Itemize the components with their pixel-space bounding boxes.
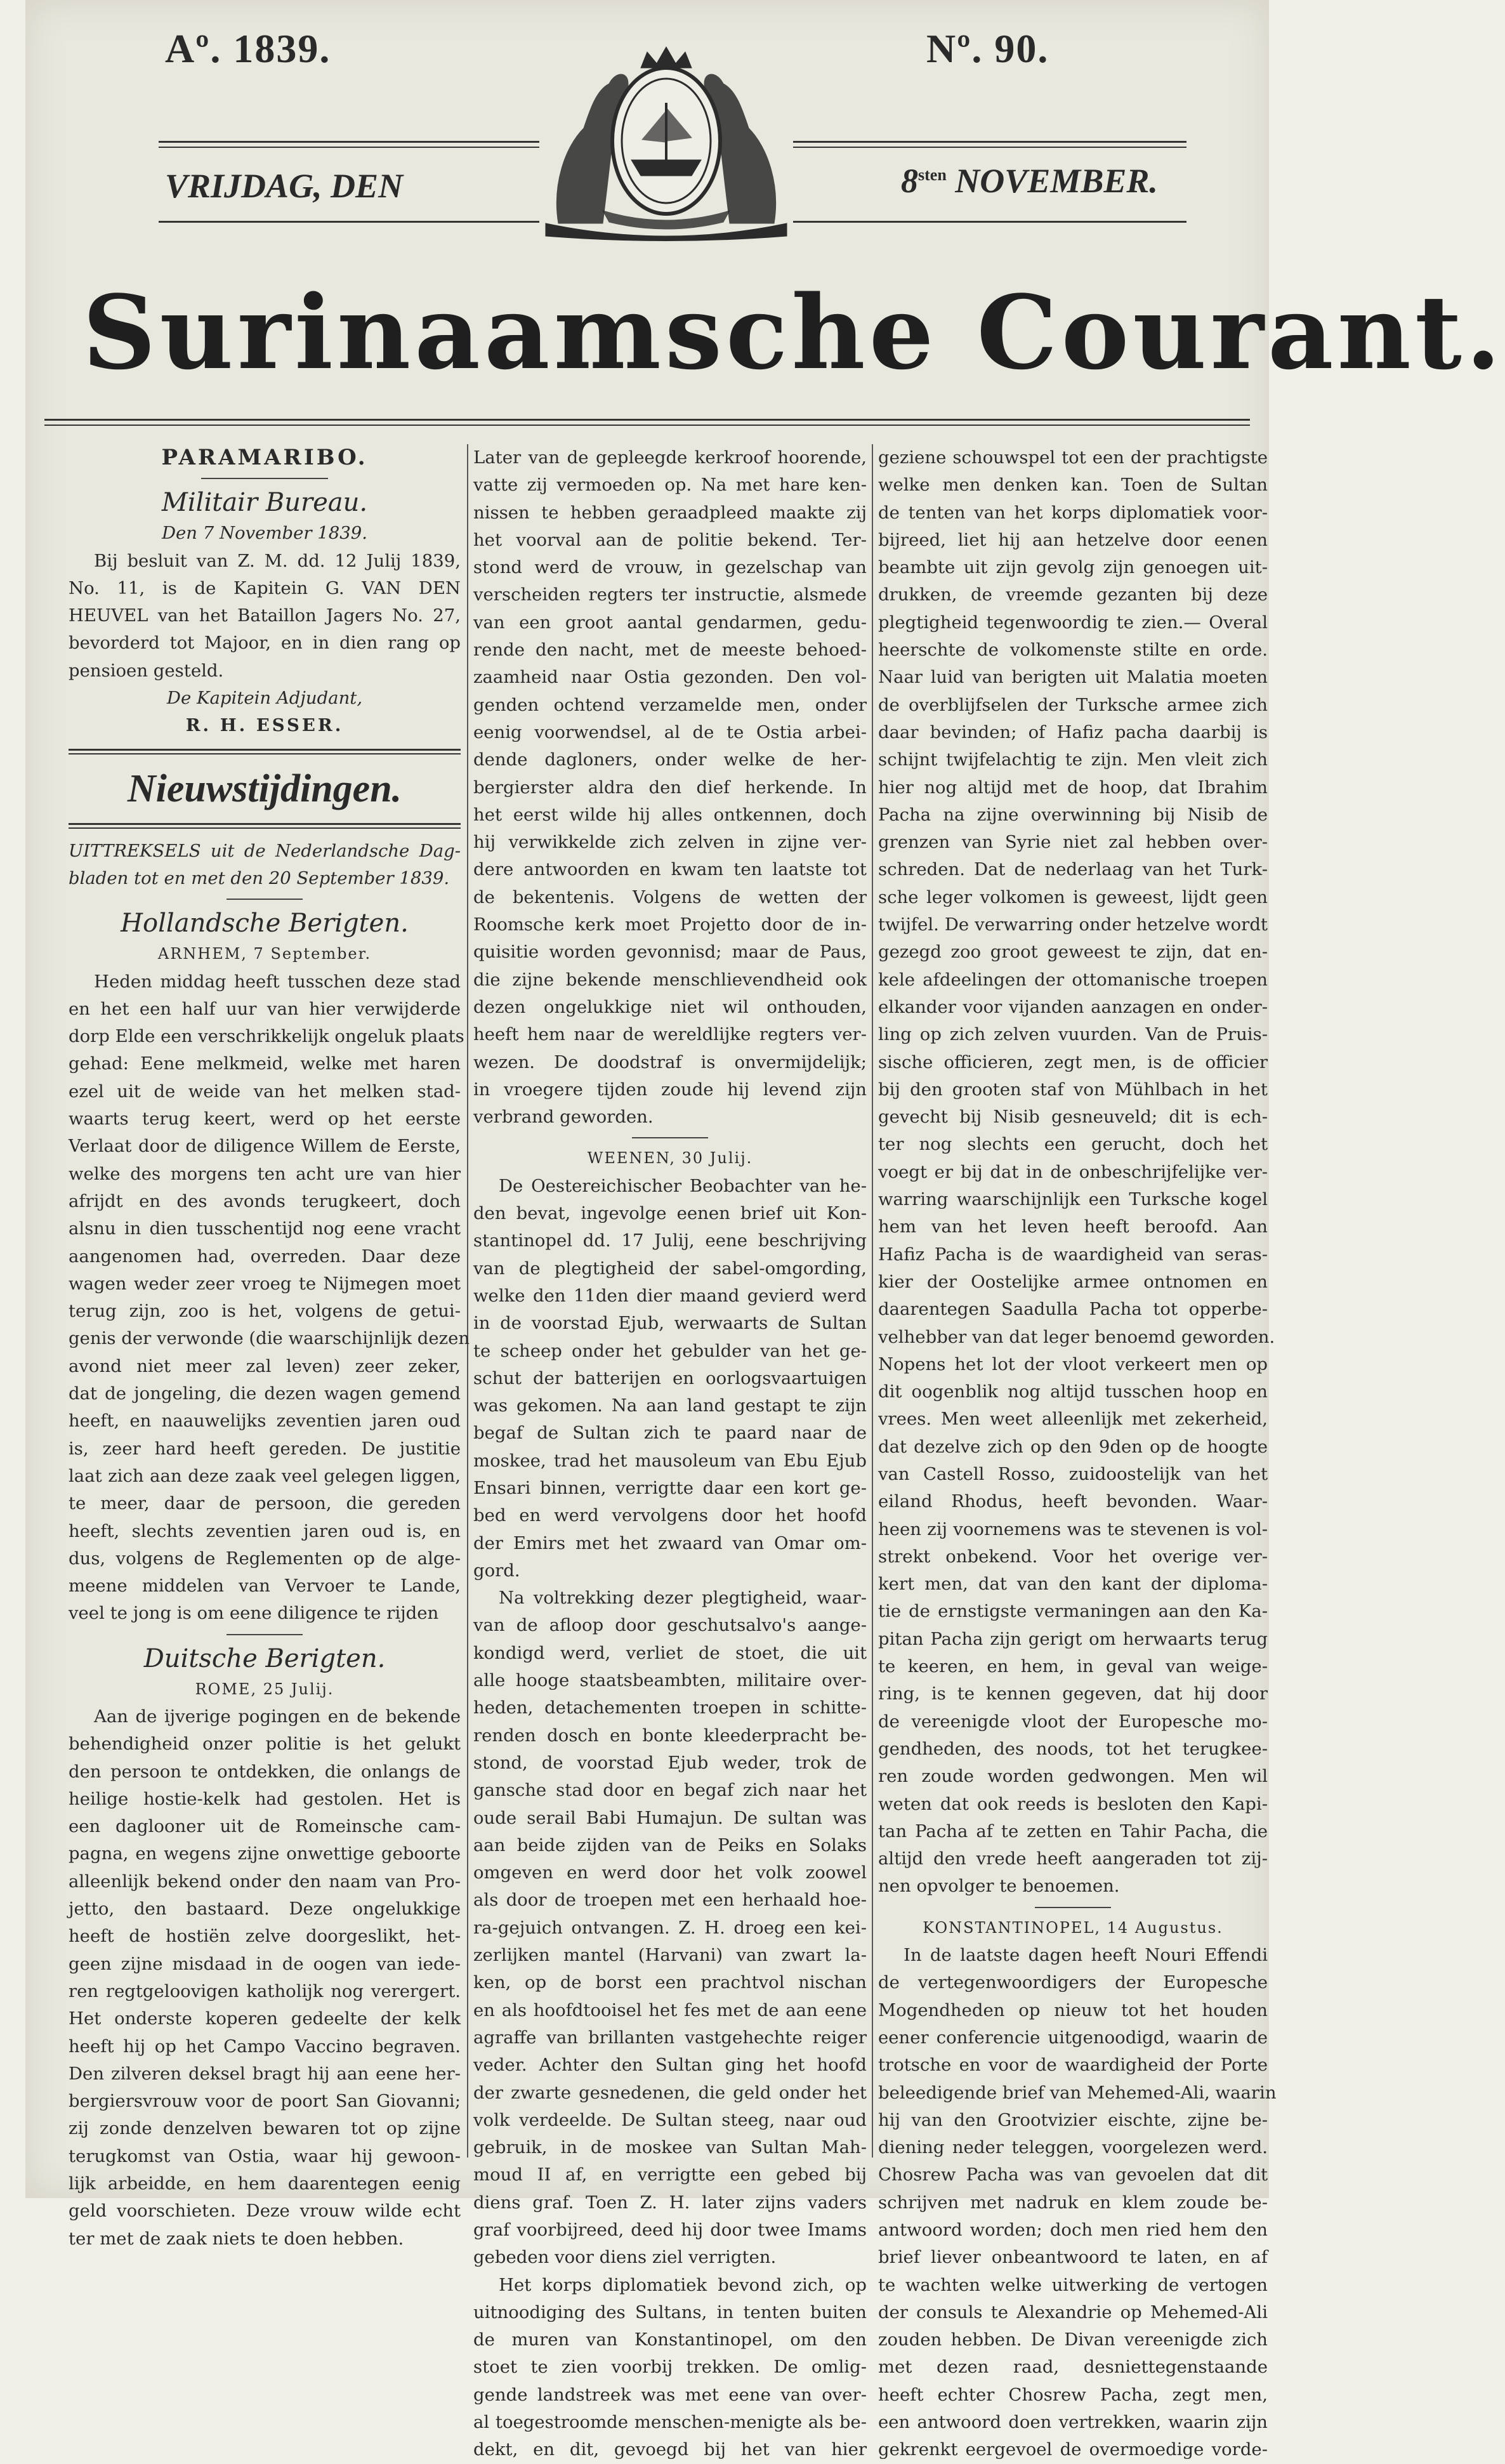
vienna-dateline: WEENEN, 30 Julij. bbox=[587, 1149, 753, 1168]
date-day: 8 bbox=[901, 162, 918, 200]
text-line: geen zijne misdaad in de oogen van iede- bbox=[69, 1953, 461, 1974]
text-line: van een groot aantal gendarmen, gedu- bbox=[473, 612, 867, 633]
text-line: hij verwikkelde zich zelven in zijne ver- bbox=[473, 832, 867, 853]
dutch-rule bbox=[227, 1634, 303, 1635]
text-line: De Oestereichischer Beobachter van he- bbox=[499, 1175, 867, 1196]
text-line: heen zij voornemens was te stevenen is vol- bbox=[878, 1519, 1268, 1539]
text-line: wezen. De doodstraf is onvermijdelijk; bbox=[473, 1051, 867, 1072]
dutch-dateline: ARNHEM, 7 September. bbox=[157, 945, 372, 963]
text-line: de muren van Konstantinopel, om den bbox=[473, 2329, 867, 2350]
text-line: afrijdt en des avonds terugkeert, doch bbox=[69, 1190, 461, 1211]
text-line: te wachten welke uitwerking de vertogen bbox=[878, 2274, 1268, 2295]
text-line: warring waarschijnlijk een Turksche kogel bbox=[878, 1189, 1268, 1210]
text-line: grenzen van Syrie niet zal hebben over- bbox=[878, 832, 1268, 853]
text-line: brief liever onbeantwoord te laten, en af bbox=[878, 2247, 1268, 2268]
text-line: stond, de voorstad Ejub weder, trok de bbox=[473, 1752, 867, 1773]
text-line: twijfel. De verwarring onder hetzelve wordt bbox=[878, 914, 1268, 935]
news-heading: Nieuwstijdingen. bbox=[127, 767, 402, 810]
text-line: is, zeer hard heeft gereden. De justitie bbox=[69, 1438, 461, 1459]
text-line: Het onderste koperen gedeelte der kelk bbox=[69, 2008, 461, 2029]
text-line: In de laatste dagen heeft Nouri Effendi bbox=[904, 1945, 1268, 1966]
text-line: heerschte de volkomenste stilte en orde. bbox=[878, 640, 1268, 661]
text-line: gekrenkt eergevoel de overmoedige vorde- bbox=[878, 2439, 1268, 2460]
text-line: geziene schouwspel tot een der prachtigste bbox=[878, 447, 1268, 468]
text-line: ren zoude worden gedwongen. Men wil bbox=[878, 1766, 1268, 1787]
constantinople-dateline: KONSTANTINOPEL, 14 Augustus. bbox=[923, 1918, 1223, 1937]
text-line: uitnoodiging des Sultans, in tenten buiten bbox=[473, 2302, 867, 2322]
text-line: den persoon te ontdekken, die onlangs de bbox=[69, 1761, 461, 1782]
procession-text bbox=[473, 1584, 867, 2271]
text-line: vrees. Men weet alleenlijk met zekerheid, bbox=[878, 1409, 1268, 1430]
column-2 bbox=[473, 444, 867, 2464]
day-label: VRIJDAG, DEN bbox=[165, 167, 404, 205]
text-line: beleedigende brief van Mehemed-Ali, waarin bbox=[878, 2082, 1277, 2103]
text-line: de vertegenwoordigers der Europesche bbox=[878, 1972, 1268, 1993]
text-line: schijnt twijfelachtig te zijn. Men vleit zich bbox=[878, 749, 1268, 770]
text-line: ezel uit de weide van het melken stad- bbox=[69, 1081, 461, 1102]
text-line: waarts terug keert, werd op het eerste bbox=[69, 1109, 461, 1130]
coat-of-arms-emblem bbox=[533, 33, 799, 242]
text-line: aangenomen had, overreden. Daar deze bbox=[69, 1246, 461, 1267]
text-line: gehad: Eene melkmeid, welke met haren bbox=[69, 1053, 461, 1074]
newspaper-title: Surinaamsche Courant. bbox=[82, 273, 1505, 392]
text-line: rende den nacht, met de meeste behoed- bbox=[473, 640, 867, 661]
text-line: sische officieren, zegt men, is de officier bbox=[878, 1051, 1268, 1072]
text-line: de vereenigde vloot der Europesche mo- bbox=[878, 1711, 1268, 1732]
text-line: Roomsche kerk moet Projetto door de in- bbox=[473, 914, 867, 935]
text-line: Mogendheden op nieuw tot het houden bbox=[878, 2000, 1268, 2020]
german-news-text bbox=[69, 1703, 461, 2253]
date-label bbox=[901, 161, 1158, 201]
masthead-rule-left-bottom bbox=[159, 221, 539, 223]
column-3 bbox=[878, 444, 1277, 2464]
text-line: bijreed, liet hij aan hetzelve door eenen bbox=[878, 529, 1268, 550]
text-line: veel te jong is om eene diligence te rijden bbox=[69, 1603, 439, 1624]
text-line: de bekentenis. Volgens de wetten der bbox=[473, 886, 867, 907]
text-line: drukken, de vreemde gezanten bij deze bbox=[878, 584, 1268, 605]
year-label: Aº. 1839. bbox=[165, 26, 331, 71]
text-line: alsnu in dien tusschentijd nog eene vracht bbox=[69, 1218, 461, 1239]
text-line: trotsche en voor de waardigheid der Porte bbox=[878, 2055, 1268, 2076]
text-line: eener conferencie uitgenoodigd, waarin de bbox=[878, 2027, 1268, 2048]
text-line: van de afloop door geschutsalvo's aange- bbox=[473, 1615, 867, 1636]
text-line: diens graf. Toen Z. H. later zijns vaders bbox=[473, 2192, 867, 2213]
issue-number: Nº. 90. bbox=[926, 26, 1049, 71]
text-line: de overblijfselen der Turksche armee zich bbox=[878, 694, 1268, 715]
rome-continued-text bbox=[473, 444, 867, 1131]
text-line: als door de troepen met een herhaald hoe- bbox=[473, 1890, 867, 1911]
text-line: ling op zich zelven vuurden. Van de Pruis- bbox=[878, 1024, 1268, 1045]
text-line: Na voltrekking dezer plegtigheid, waar- bbox=[499, 1588, 867, 1609]
text-line: volk verdeelde. De Sultan steeg, naar oud bbox=[473, 2109, 867, 2130]
text-line: UITTREKSELS uit de Nederlandsche Dag- bbox=[69, 840, 461, 861]
text-line: ter nog slechts een gerucht, doch het bbox=[878, 1134, 1268, 1155]
text-line: diening neder teleggen, voorgelezen werd. bbox=[878, 2137, 1268, 2158]
text-line: stantinopel dd. 17 Julij, eene beschrijving bbox=[473, 1230, 867, 1251]
text-line: Het korps diplomatiek bevond zich, op bbox=[499, 2274, 867, 2295]
text-line: bergiersvrouw voor de poort San Giovanni; bbox=[69, 2091, 461, 2112]
text-line: genden ochtend verzamelde men, onder bbox=[473, 694, 867, 715]
text-line: terugkomst van Ostia, waar hij gewoon- bbox=[69, 2145, 461, 2166]
text-line: oude serail Babi Humajun. De sultan was bbox=[473, 1807, 867, 1828]
text-line: der Emirs met het zwaard van Omar om- bbox=[473, 1532, 867, 1553]
text-line: heeft hem naar de wereldlijke regters ver- bbox=[473, 1024, 867, 1045]
bureau-heading: Militair Bureau. bbox=[161, 488, 368, 518]
text-line: kert men, dat van den kant der diploma- bbox=[878, 1574, 1268, 1595]
text-line: bed en werd vervolgens door het hoofd bbox=[473, 1505, 867, 1526]
text-line: van de plegtigheid der sabel-omgording, bbox=[473, 1258, 867, 1279]
text-line: quisitie worden gevonnisd; maar de Paus, bbox=[473, 942, 867, 963]
text-line: eiland Rhodus, heeft bevonden. Waar- bbox=[878, 1491, 1268, 1512]
text-line: wagen weder zeer vroeg te Nijmegen moet bbox=[69, 1273, 461, 1294]
text-line: ra-gejuich ontvangen. Z. H. droeg een kei- bbox=[473, 1917, 867, 1938]
text-line: ter met de zaak niets te doen hebben. bbox=[69, 2228, 404, 2249]
text-line: agraffe van brillanten vastgehechte reiger bbox=[473, 2027, 867, 2048]
text-line: en als hoofdtooisel het fes met de aan eene bbox=[473, 2000, 867, 2020]
text-line: zerlijken mantel (Harvani) van zwart la- bbox=[473, 1945, 867, 1966]
text-line: zaamheid naar Ostia gezonden. Den vol- bbox=[473, 667, 867, 688]
text-line: kier der Oostelijke armee ontnomen en bbox=[878, 1271, 1268, 1292]
text-line: moskee, trad het mausoleum van Ebu Ejub bbox=[473, 1450, 867, 1471]
masthead-rule-right-top bbox=[793, 141, 1186, 148]
column-1 bbox=[69, 444, 470, 2253]
text-line: pitan Pacha zijn gerigt om herwaarts terug bbox=[878, 1628, 1268, 1649]
text-line: kele afdeelingen der ottomanische troepen bbox=[878, 969, 1268, 990]
text-line: meene middelen van Vervoer te Lande, bbox=[69, 1576, 461, 1597]
text-line: lijk arbeidde, en hem daarentegen eenig bbox=[69, 2173, 461, 2194]
text-line: het eerst wilde hij alles ontkennen, doch bbox=[473, 804, 867, 825]
text-line: velhebber van dat leger benoemd geworden. bbox=[878, 1326, 1275, 1347]
text-line: hier nog altijd met de hoop, dat Ibrahim bbox=[878, 777, 1268, 798]
text-line: avond niet meer zal leven) zeer zeker, bbox=[69, 1355, 461, 1376]
text-line: het voorval aan de politie bekend. Ter- bbox=[473, 529, 867, 550]
text-line: Hafiz Pacha is de waardigheid van seras- bbox=[878, 1244, 1268, 1265]
text-line: Later van de gepleegde kerkroof hoorende, bbox=[473, 447, 867, 468]
text-line: der zwarte gesnedenen, die geld onder het bbox=[473, 2082, 867, 2103]
text-line: geld voorschieten. Deze vrouw wilde echt bbox=[69, 2201, 461, 2222]
dutch-news-heading: Hollandsche Berigten. bbox=[121, 909, 409, 939]
excerpt-rule bbox=[227, 899, 303, 900]
text-line: gebeden voor diens ziel verrigten. bbox=[473, 2247, 777, 2268]
masthead-rule-right-bottom bbox=[793, 221, 1186, 223]
vienna-text bbox=[473, 1173, 867, 1584]
constantinople-rule bbox=[1035, 1907, 1111, 1908]
text-line: bevorderd tot Majoor, en in dien rang op bbox=[69, 633, 461, 654]
text-line: voegt er bij dat in de onbeschrijfelijke ver- bbox=[878, 1161, 1268, 1182]
turkey-text bbox=[878, 444, 1275, 1901]
text-line: stond werd de vrouw, in gezelschap van bbox=[473, 557, 867, 578]
text-line: schrijven met nadruk en klem zoude be- bbox=[878, 2192, 1268, 2213]
text-line: weten dat ook reeds is besloten den Kapi- bbox=[878, 1793, 1268, 1814]
text-line: en het een half uur van hier verwijderde bbox=[69, 998, 461, 1019]
text-line: een daglooner uit de Romeinsche cam- bbox=[69, 1816, 461, 1837]
text-line: daarentegen Saadulla Pacha tot opperbe- bbox=[878, 1299, 1268, 1320]
text-line: dezen ongelukkige niet wil onthouden, bbox=[473, 996, 867, 1017]
text-line: dat dezelve zich op den 9den op de hoogte bbox=[878, 1436, 1268, 1457]
text-line: in vroegere tijden zoude hij levend zijn bbox=[473, 1079, 867, 1100]
text-line: te scheep onder het gebulder van het ge- bbox=[473, 1340, 867, 1361]
text-line: Ensari binnen, verrigtte daar een kort ge- bbox=[473, 1477, 867, 1498]
title-rule bbox=[44, 419, 1250, 426]
column-divider-1 bbox=[467, 444, 468, 2158]
place-heading: PARAMARIBO. bbox=[161, 445, 368, 470]
text-line: ken, op de borst een prachtvol nischan bbox=[473, 1972, 867, 1993]
text-line: gevecht bij Nisib gesneuveld; dit is ech- bbox=[878, 1107, 1268, 1128]
text-line: laat zich aan deze zaak veel gelegen liggen, bbox=[69, 1465, 461, 1486]
text-line: Pacha na zijne overwinning bij Nisib de bbox=[878, 804, 1268, 825]
text-line: welke men denken kan. Toen de Sultan bbox=[878, 475, 1268, 496]
text-line: No. 11, is de Kapitein G. VAN DEN bbox=[69, 577, 461, 598]
text-line: schreden. Dat de nederlaag van het Turk- bbox=[878, 859, 1268, 880]
text-line: gansche stad door en begaf zich naar het bbox=[473, 1780, 867, 1801]
diplomatic-corps-text bbox=[473, 2272, 867, 2464]
text-line: daar bevinden; of Hafiz pacha daarbij is bbox=[878, 721, 1268, 742]
text-line: te meer, daar de persoon, die gereden bbox=[69, 1493, 461, 1514]
text-line: zij zonde denzelven bewaren tot op zijne bbox=[69, 2118, 461, 2139]
date-suffix: sten bbox=[918, 166, 947, 184]
text-line: ring, is te kennen gegeven, dat hij door bbox=[878, 1683, 1268, 1704]
text-line: Nopens het lot der vloot verkeert men op bbox=[878, 1354, 1268, 1374]
text-line: den bevat, ingevolge eenen brief uit Kon- bbox=[473, 1203, 867, 1224]
bureau-text bbox=[69, 548, 461, 685]
dutch-news-text bbox=[69, 968, 470, 1628]
text-line: heeft echter Chosrew Pacha, zegt men, bbox=[878, 2384, 1268, 2405]
text-line: hem van het leven heeft beroofd. Aan bbox=[878, 1216, 1268, 1237]
text-line: heeft de hostiën zelve doorgeslikt, het- bbox=[69, 1926, 461, 1947]
text-line: Naar luid van berigten uit Malatia moeten bbox=[878, 667, 1268, 688]
text-line: de tenten van het korps diplomatiek voor- bbox=[878, 502, 1268, 523]
text-line: strekt onbekend. Voor het overige ver- bbox=[878, 1546, 1268, 1567]
text-line: omgeven en werd door het volk zoowel bbox=[473, 1862, 867, 1883]
text-line: terug zijn, zoo is het, volgens de getui- bbox=[69, 1301, 461, 1322]
text-line: eenig voorwendsel, al de te Ostia arbei- bbox=[473, 721, 867, 742]
text-line: nissen te hebben geraadpleed maakte zij bbox=[473, 502, 867, 523]
text-line: hij van den Grootvizier eischte, zijne be- bbox=[878, 2109, 1268, 2130]
text-line: plegtigheid tegenwoordig te zien.— Overal bbox=[878, 612, 1268, 633]
text-line: tie de ernstigste vermaningen aan den Ka- bbox=[878, 1601, 1268, 1622]
text-line: jetto, den bastaard. Deze ongelukkige bbox=[69, 1899, 461, 1920]
text-line: altijd den vrede heeft aangeraden tot zij- bbox=[878, 1848, 1268, 1869]
signature-title: De Kapitein Adjudant, bbox=[166, 688, 363, 709]
text-line: welke den 11den dier maand gevierd werd bbox=[473, 1285, 867, 1306]
date-month: NOVEMBER. bbox=[955, 162, 1158, 200]
text-line: bergierster aldra den dief herkende. In bbox=[473, 777, 867, 798]
text-line: Den zilveren deksel bragt hij aan eene her- bbox=[69, 2063, 461, 2084]
text-line: vatte zij vermoeden op. Na met hare ken- bbox=[473, 475, 867, 496]
text-line: heeft, slechts zeventien jaren oud is, en bbox=[69, 1520, 461, 1541]
text-line: schut der batterijen en oorlogsvaartuigen bbox=[473, 1367, 867, 1388]
text-line: dende dagloners, onder welke de her- bbox=[473, 749, 867, 770]
text-line: ren regtgeloovigen katholijk nog verergert. bbox=[69, 1980, 461, 2001]
text-line: verbrand geworden. bbox=[473, 1107, 654, 1128]
text-line: heilige hostie-kelk had gestolen. Het is bbox=[69, 1788, 461, 1809]
text-line: te keeren, en hem, in geval van weige- bbox=[878, 1656, 1268, 1677]
text-line: heden, detachementen troepen in schitte- bbox=[473, 1697, 867, 1718]
text-line: Aan de ijverige pogingen en de bekende bbox=[94, 1706, 461, 1727]
bureau-date: Den 7 November 1839. bbox=[161, 523, 367, 544]
text-line: alleenlijk bekend onder den naam van Pro- bbox=[69, 1871, 461, 1892]
text-line: gezegd zoo groot geweest te zijn, dat en- bbox=[878, 942, 1268, 963]
text-line: heeft, en naauwelijks zeventien jaren oud bbox=[69, 1411, 461, 1432]
text-line: dit oogenblik nog altijd tusschen hoop en bbox=[878, 1381, 1268, 1402]
text-line: sche leger volkomen is geweest, lijdt geen bbox=[878, 886, 1268, 907]
text-line: begaf de Sultan zich te paard naar de bbox=[473, 1423, 867, 1444]
text-line: antwoord worden; doch men ried hem den bbox=[878, 2220, 1268, 2240]
text-line: der consuls te Alexandrie op Mehemed-Ali bbox=[878, 2302, 1268, 2322]
german-dateline: ROME, 25 Julij. bbox=[195, 1680, 334, 1698]
text-line: gendheden, des noods, tot het terugkee- bbox=[878, 1738, 1268, 1759]
text-line: Chosrew Pacha was van gevoelen dat dit bbox=[878, 2164, 1268, 2185]
text-line: dere antwoorden en kwam ten laatste tot bbox=[473, 859, 867, 880]
vienna-rule bbox=[632, 1137, 708, 1138]
text-line: bladen tot en met den 20 September 1839. bbox=[69, 867, 450, 888]
text-line: pensioen gesteld. bbox=[69, 660, 224, 681]
text-line: moud II af, en verrigtte een gebed bij bbox=[473, 2164, 867, 2185]
text-line: een antwoord doen vertrekken, waarin zijn bbox=[878, 2412, 1268, 2433]
text-line: verscheiden regters ter instructie, alsmede bbox=[473, 584, 867, 605]
constantinople-text bbox=[878, 1942, 1277, 2464]
text-line: aan beide zijden van de Peiks en Solaks bbox=[473, 1835, 867, 1855]
newspaper-page bbox=[25, 0, 1505, 2460]
text-line: Bij besluit van Z. M. dd. 12 Julij 1839, bbox=[94, 550, 461, 571]
text-line: gord. bbox=[473, 1560, 520, 1581]
text-line: pagna, en wegens zijne onwettige geboorte bbox=[69, 1843, 461, 1864]
text-line: dorp Elde een verschrikkelijk ongeluk plaats bbox=[69, 1026, 464, 1047]
news-rule bbox=[69, 749, 461, 754]
place-rule bbox=[201, 478, 328, 479]
text-line: van Castell Rosso, zuidoostelijk van het bbox=[878, 1463, 1268, 1484]
signature-name: R. H. ESSER. bbox=[185, 715, 344, 736]
text-line: dus, volgens de Reglementen op de alge- bbox=[69, 1548, 461, 1569]
text-line: kondigd werd, verliet de stoet, die uit bbox=[473, 1642, 867, 1663]
text-line: nen opvolger te benoemen. bbox=[878, 1876, 1120, 1897]
text-line: alle hooge staatsbeambten, militaire over- bbox=[473, 1670, 867, 1691]
german-news-heading: Duitsche Berigten. bbox=[143, 1644, 386, 1673]
text-line: zouden hebben. De Divan vereenigde zich bbox=[878, 2329, 1268, 2350]
column-divider-2 bbox=[872, 444, 873, 2158]
text-line: dekt, en dit, gevoegd bij het van hier bbox=[473, 2439, 867, 2460]
text-line: met dezen raad, desniettegenstaande bbox=[878, 2357, 1268, 2378]
text-line: welke des morgens ten acht ure van hier bbox=[69, 1163, 461, 1184]
text-line: genis der verwonde (die waarschijnlijk dezen bbox=[69, 1328, 470, 1349]
text-line: stoet te zien voorbij trekken. De omlig- bbox=[473, 2357, 867, 2378]
text-line: renden dosch en bonte kleederpracht be- bbox=[473, 1725, 867, 1746]
text-line: HEUVEL van het Bataillon Jagers No. 27, bbox=[69, 605, 461, 626]
text-line: bij den grooten staf von Mühlbach in het bbox=[878, 1079, 1268, 1100]
text-line: Verlaat door de diligence Willem de Eerste, bbox=[69, 1136, 461, 1157]
masthead-rule-left-top bbox=[159, 141, 539, 148]
text-line: Heden middag heeft tusschen deze stad bbox=[94, 971, 461, 992]
text-line: elkander voor vijanden aanzagen en onder- bbox=[878, 996, 1268, 1017]
text-line: gebruik, in de moskee van Sultan Mah- bbox=[473, 2137, 867, 2158]
text-line: was gekomen. Na aan land gestapt te zijn bbox=[473, 1395, 867, 1416]
text-line: veder. Achter den Sultan ging het hoofd bbox=[473, 2055, 867, 2076]
news-rule-bottom bbox=[69, 823, 461, 829]
text-line: beambte uit zijn gevolg zijn genoegen uit- bbox=[878, 557, 1268, 578]
excerpt-text bbox=[69, 838, 461, 893]
text-line: al toegestroomde menschen-menigte als be- bbox=[473, 2412, 867, 2433]
text-line: gende landstreek was met eene van over- bbox=[473, 2384, 867, 2405]
text-line: behendigheid onzer politie is het gelukt bbox=[69, 1734, 461, 1755]
text-line: tan Pacha af te zetten en Tahir Pacha, die bbox=[878, 1821, 1268, 1841]
text-line: in de voorstad Ejub, werwaarts de Sultan bbox=[473, 1313, 867, 1334]
text-line: graf voorbijreed, deed hij door twee Imams bbox=[473, 2220, 867, 2240]
text-line: heeft hij op het Campo Vaccino begraven. bbox=[69, 2036, 461, 2057]
text-line: dat de jongeling, die dezen wagen gemend bbox=[69, 1383, 461, 1404]
text-line: die zijne bekende menschlievendheid ook bbox=[473, 969, 867, 990]
